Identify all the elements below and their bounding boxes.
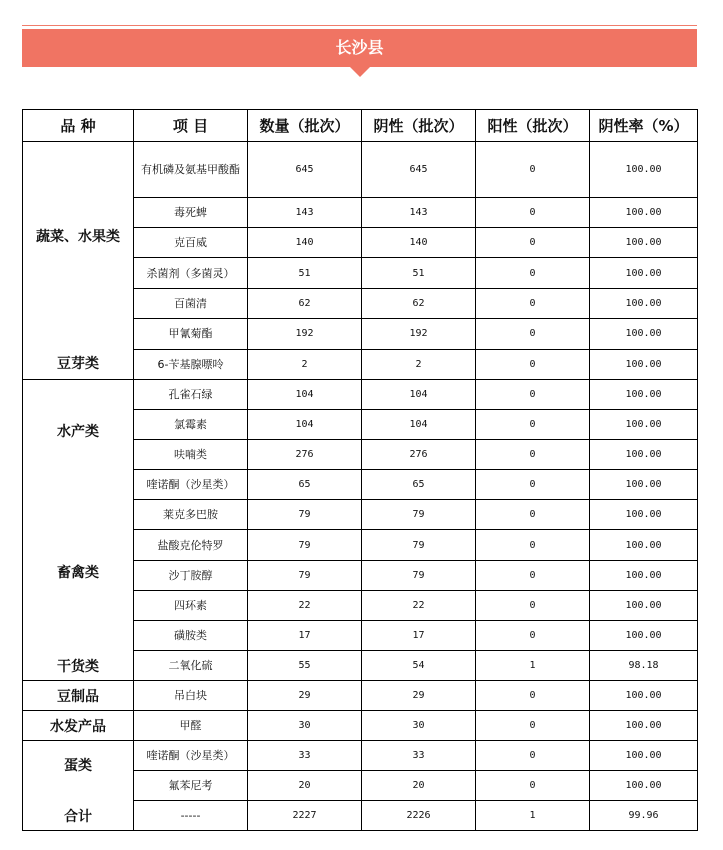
quantity-value: 33 bbox=[248, 741, 362, 771]
negative-rate-value: 99.96 bbox=[590, 801, 698, 831]
quantity-value: 104 bbox=[248, 380, 362, 410]
quantity-value: 79 bbox=[248, 560, 362, 590]
category-label-total: 合计 bbox=[64, 808, 92, 825]
item-name: ----- bbox=[134, 801, 248, 831]
item-name: 二氧化硫 bbox=[134, 650, 248, 680]
category-cell-tofu bbox=[23, 681, 134, 711]
header-positive: 阳性（批次） bbox=[476, 110, 590, 142]
item-name: 沙丁胺醇 bbox=[134, 560, 248, 590]
quantity-value: 20 bbox=[248, 771, 362, 801]
positive-value: 1 bbox=[476, 650, 590, 680]
category-cell-vegetables-sprouts bbox=[23, 142, 134, 380]
negative-rate-value: 100.00 bbox=[590, 142, 698, 198]
positive-value: 0 bbox=[476, 349, 590, 379]
banner-title: 长沙县 bbox=[335, 38, 384, 57]
table-row bbox=[23, 711, 698, 741]
header-negative: 阴性（批次） bbox=[362, 110, 476, 142]
negative-value: 51 bbox=[362, 258, 476, 288]
positive-value: 0 bbox=[476, 500, 590, 530]
positive-value: 0 bbox=[476, 440, 590, 470]
item-name: 吊白块 bbox=[134, 681, 248, 711]
negative-value: 104 bbox=[362, 410, 476, 440]
table-row bbox=[23, 142, 698, 198]
item-name: 百菌清 bbox=[134, 288, 248, 318]
negative-rate-value: 100.00 bbox=[590, 197, 698, 227]
category-label-vegetables: 蔬菜、水果类 bbox=[36, 228, 120, 245]
positive-value: 0 bbox=[476, 380, 590, 410]
category-label-eggs: 蛋类 bbox=[64, 757, 92, 774]
negative-rate-value: 100.00 bbox=[590, 620, 698, 650]
category-cell-water-soaked bbox=[23, 711, 134, 741]
negative-value: 79 bbox=[362, 530, 476, 560]
negative-rate-value: 100.00 bbox=[590, 470, 698, 500]
negative-rate-value: 100.00 bbox=[590, 500, 698, 530]
quantity-value: 62 bbox=[248, 288, 362, 318]
positive-value: 0 bbox=[476, 620, 590, 650]
positive-value: 0 bbox=[476, 319, 590, 349]
item-name: 磺胺类 bbox=[134, 620, 248, 650]
item-name: 喹诺酮（沙星类） bbox=[134, 741, 248, 771]
negative-value: 143 bbox=[362, 197, 476, 227]
negative-value: 140 bbox=[362, 228, 476, 258]
positive-value: 0 bbox=[476, 410, 590, 440]
negative-value: 65 bbox=[362, 470, 476, 500]
quantity-value: 2227 bbox=[248, 801, 362, 831]
item-name: 盐酸克伦特罗 bbox=[134, 530, 248, 560]
quantity-value: 30 bbox=[248, 711, 362, 741]
quantity-value: 276 bbox=[248, 440, 362, 470]
positive-value: 0 bbox=[476, 142, 590, 198]
positive-value: 0 bbox=[476, 711, 590, 741]
quantity-value: 17 bbox=[248, 620, 362, 650]
item-name: 喹诺酮（沙星类） bbox=[134, 470, 248, 500]
negative-value: 20 bbox=[362, 771, 476, 801]
negative-rate-value: 100.00 bbox=[590, 288, 698, 318]
quantity-value: 22 bbox=[248, 590, 362, 620]
negative-rate-value: 100.00 bbox=[590, 380, 698, 410]
table-row bbox=[23, 741, 698, 771]
region-banner bbox=[22, 29, 697, 67]
negative-rate-value: 100.00 bbox=[590, 560, 698, 590]
quantity-value: 645 bbox=[248, 142, 362, 198]
item-name: 四环素 bbox=[134, 590, 248, 620]
item-name: 呋喃类 bbox=[134, 440, 248, 470]
negative-rate-value: 100.00 bbox=[590, 681, 698, 711]
category-label-livestock: 畜禽类 bbox=[57, 564, 99, 581]
negative-rate-value: 100.00 bbox=[590, 258, 698, 288]
negative-value: 54 bbox=[362, 650, 476, 680]
negative-value: 22 bbox=[362, 590, 476, 620]
item-name: 6-苄基腺嘌呤 bbox=[134, 349, 248, 379]
category-label-water-soaked: 水发产品 bbox=[50, 718, 106, 735]
item-name: 孔雀石绿 bbox=[134, 380, 248, 410]
category-cell-aquatic-livestock-dried bbox=[23, 380, 134, 681]
negative-value: 645 bbox=[362, 142, 476, 198]
negative-rate-value: 100.00 bbox=[590, 530, 698, 560]
banner-pointer bbox=[350, 67, 370, 77]
negative-value: 192 bbox=[362, 319, 476, 349]
quantity-value: 55 bbox=[248, 650, 362, 680]
negative-rate-value: 100.00 bbox=[590, 349, 698, 379]
inspection-results-table bbox=[22, 109, 698, 831]
negative-value: 79 bbox=[362, 560, 476, 590]
positive-value: 0 bbox=[476, 560, 590, 590]
category-label-dried-goods: 干货类 bbox=[57, 658, 99, 675]
quantity-value: 51 bbox=[248, 258, 362, 288]
negative-rate-value: 100.00 bbox=[590, 590, 698, 620]
item-name: 氟苯尼考 bbox=[134, 771, 248, 801]
negative-rate-value: 100.00 bbox=[590, 319, 698, 349]
positive-value: 0 bbox=[476, 258, 590, 288]
item-name: 杀菌剂（多菌灵） bbox=[134, 258, 248, 288]
table-row bbox=[23, 380, 698, 410]
quantity-value: 79 bbox=[248, 500, 362, 530]
negative-value: 79 bbox=[362, 500, 476, 530]
negative-value: 104 bbox=[362, 380, 476, 410]
positive-value: 0 bbox=[476, 681, 590, 711]
quantity-value: 2 bbox=[248, 349, 362, 379]
quantity-value: 192 bbox=[248, 319, 362, 349]
positive-value: 0 bbox=[476, 288, 590, 318]
quantity-value: 104 bbox=[248, 410, 362, 440]
positive-value: 0 bbox=[476, 197, 590, 227]
negative-value: 29 bbox=[362, 681, 476, 711]
negative-value: 2226 bbox=[362, 801, 476, 831]
positive-value: 0 bbox=[476, 470, 590, 500]
table-header-row bbox=[23, 110, 698, 142]
negative-value: 30 bbox=[362, 711, 476, 741]
positive-value: 0 bbox=[476, 228, 590, 258]
negative-value: 17 bbox=[362, 620, 476, 650]
positive-value: 0 bbox=[476, 741, 590, 771]
table-row bbox=[23, 681, 698, 711]
quantity-value: 79 bbox=[248, 530, 362, 560]
item-name: 克百威 bbox=[134, 228, 248, 258]
item-name: 毒死蜱 bbox=[134, 197, 248, 227]
negative-rate-value: 100.00 bbox=[590, 410, 698, 440]
quantity-value: 29 bbox=[248, 681, 362, 711]
positive-value: 1 bbox=[476, 801, 590, 831]
category-label-tofu: 豆制品 bbox=[57, 688, 99, 705]
item-name: 有机磷及氨基甲酸酯 bbox=[134, 142, 248, 198]
negative-rate-value: 100.00 bbox=[590, 741, 698, 771]
negative-value: 33 bbox=[362, 741, 476, 771]
item-name: 甲氰菊酯 bbox=[134, 319, 248, 349]
negative-value: 62 bbox=[362, 288, 476, 318]
category-cell-eggs-total bbox=[23, 741, 134, 831]
top-divider-line bbox=[22, 25, 697, 26]
negative-rate-value: 100.00 bbox=[590, 228, 698, 258]
negative-rate-value: 100.00 bbox=[590, 771, 698, 801]
item-name: 甲醛 bbox=[134, 711, 248, 741]
item-name: 氯霉素 bbox=[134, 410, 248, 440]
header-quantity: 数量（批次） bbox=[248, 110, 362, 142]
category-label-aquatic: 水产类 bbox=[57, 424, 99, 441]
negative-value: 276 bbox=[362, 440, 476, 470]
header-category: 品 种 bbox=[23, 110, 134, 142]
positive-value: 0 bbox=[476, 530, 590, 560]
header-item: 项 目 bbox=[134, 110, 248, 142]
negative-rate-value: 98.18 bbox=[590, 650, 698, 680]
header-negative-rate: 阴性率（%） bbox=[590, 110, 698, 142]
category-label-sprouts: 豆芽类 bbox=[57, 355, 99, 372]
positive-value: 0 bbox=[476, 590, 590, 620]
negative-rate-value: 100.00 bbox=[590, 711, 698, 741]
quantity-value: 143 bbox=[248, 197, 362, 227]
item-name: 莱克多巴胺 bbox=[134, 500, 248, 530]
quantity-value: 65 bbox=[248, 470, 362, 500]
negative-rate-value: 100.00 bbox=[590, 440, 698, 470]
quantity-value: 140 bbox=[248, 228, 362, 258]
negative-value: 2 bbox=[362, 349, 476, 379]
positive-value: 0 bbox=[476, 771, 590, 801]
